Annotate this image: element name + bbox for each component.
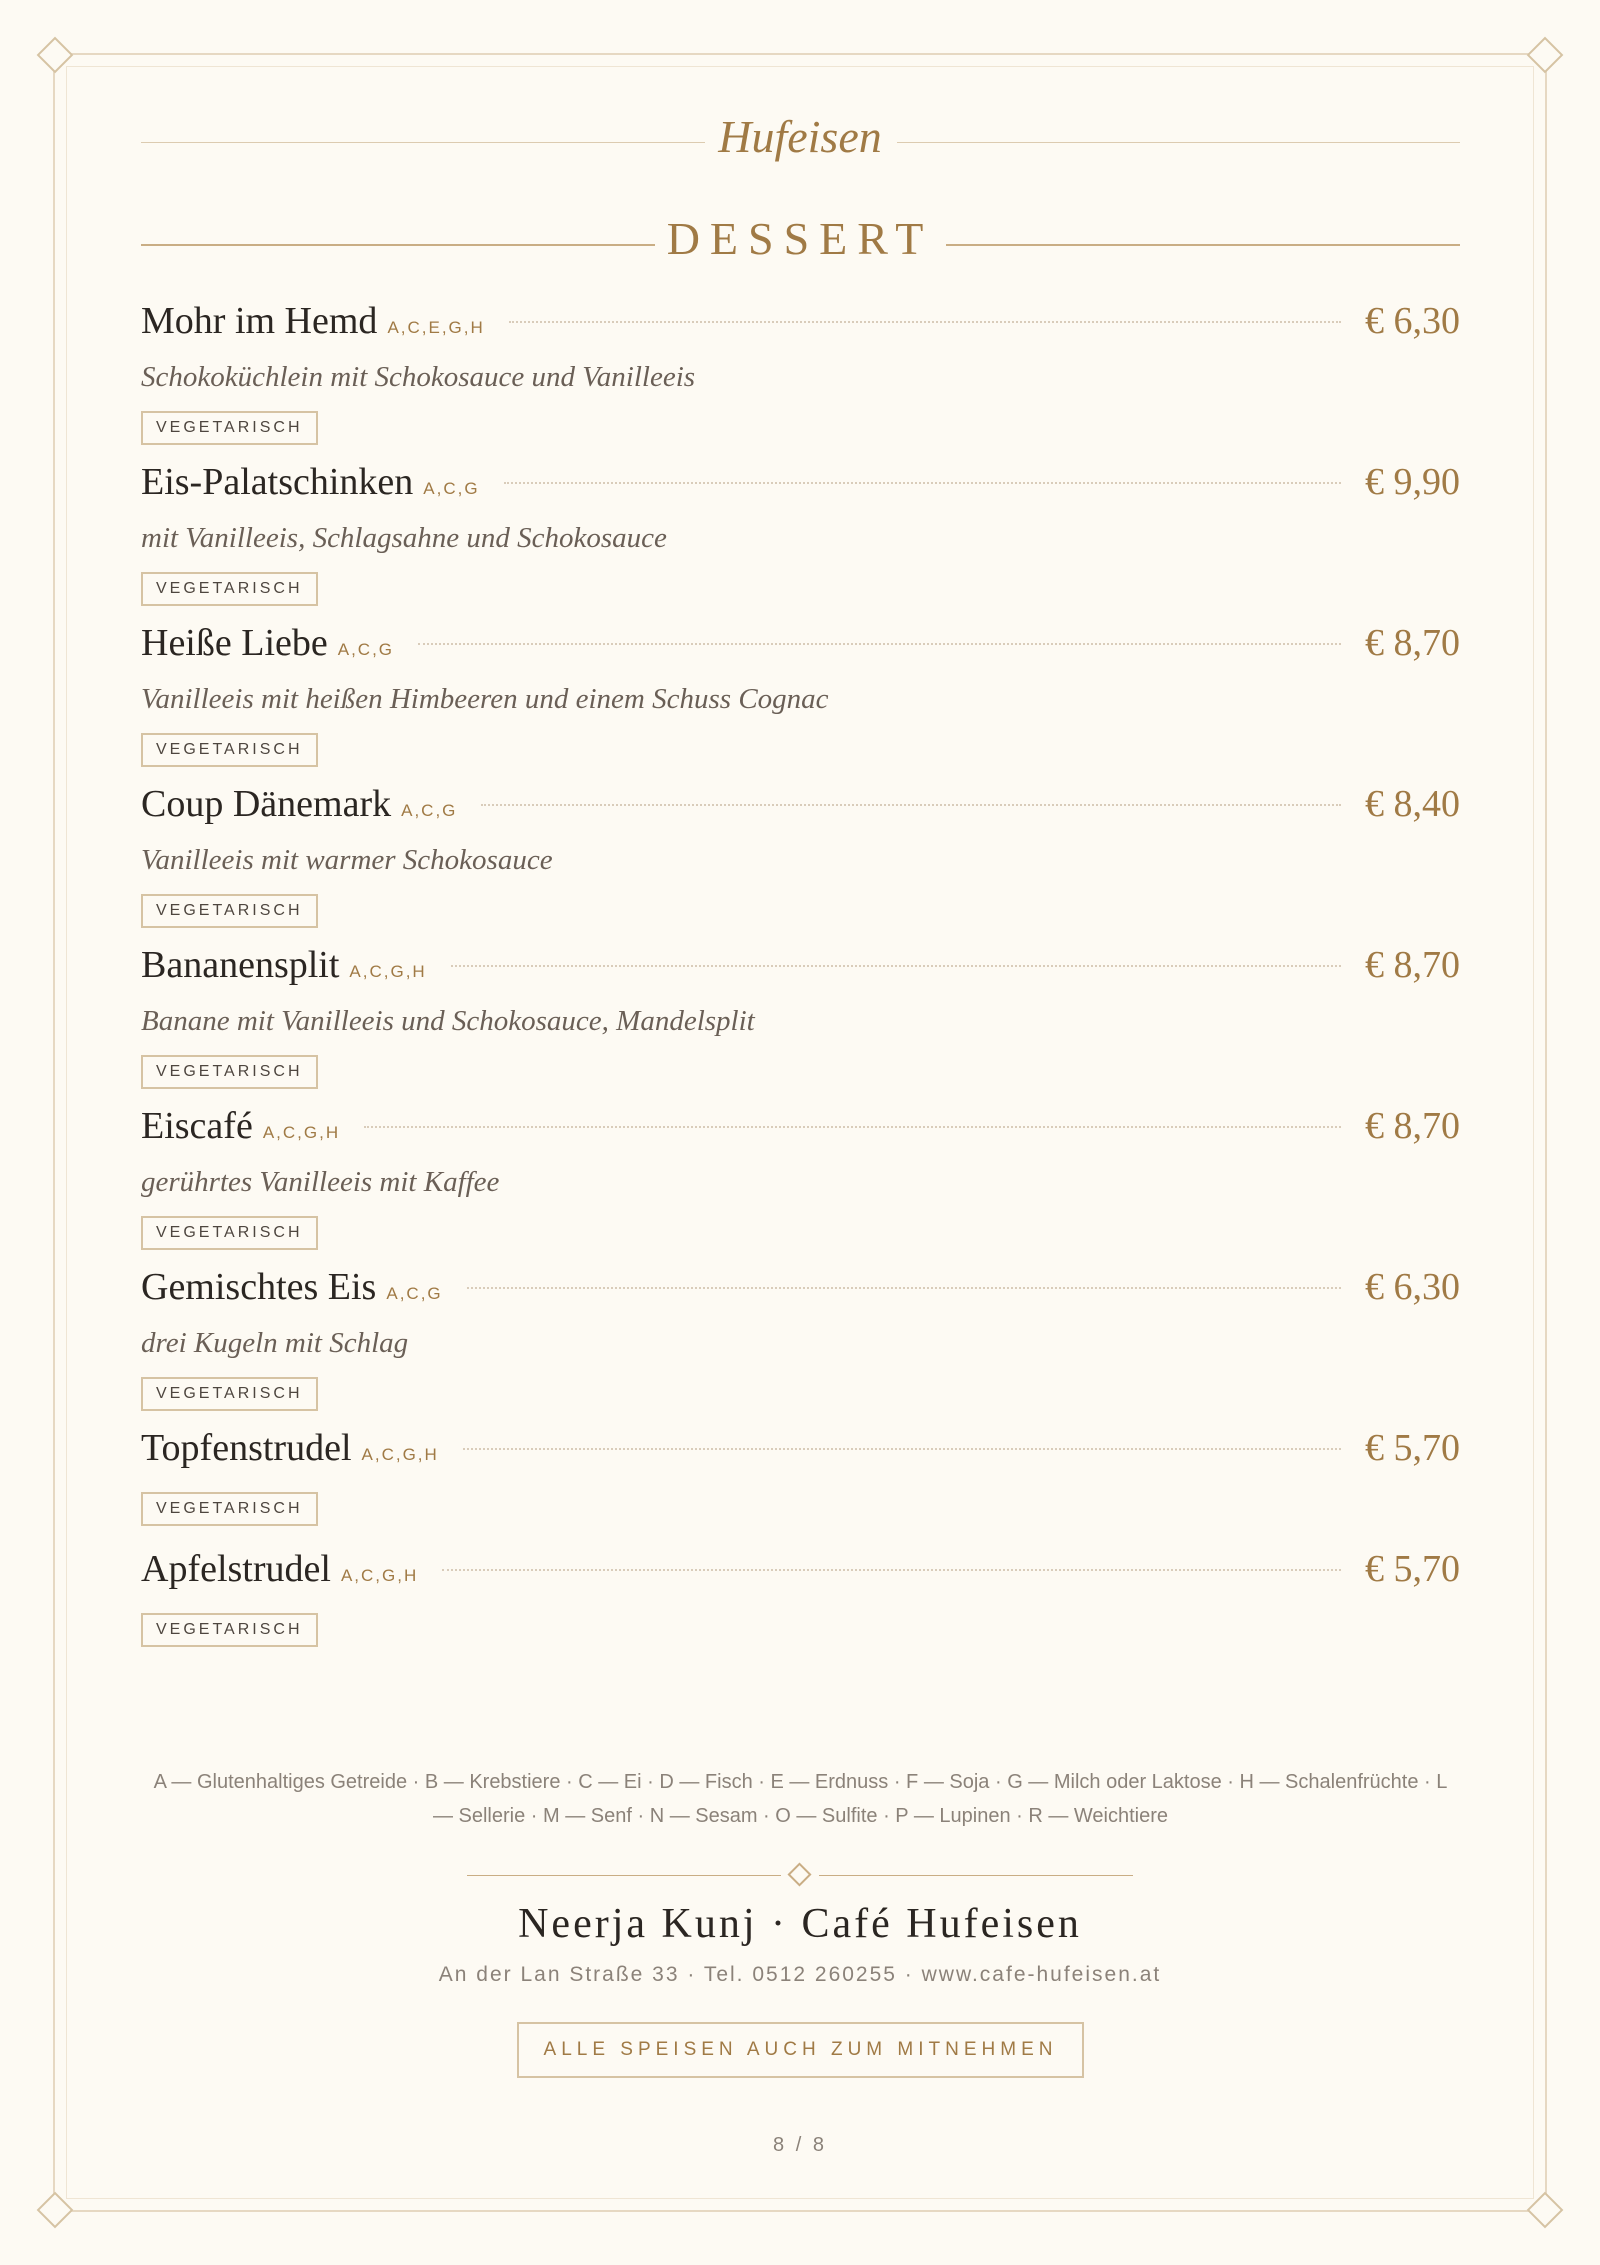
menu-item [141, 1265, 1460, 1411]
item-price: € 5,70 [1365, 1427, 1460, 1469]
item-description: Banane mit Vanilleeis und Schokosauce, Mandelsplit [141, 1005, 755, 1037]
vegetarian-badge: VEGETARISCH [141, 411, 318, 445]
item-header [141, 782, 1460, 838]
item-allergens: A,C,G [423, 479, 480, 498]
dot-leader [467, 1287, 1341, 1289]
item-allergens: A,C,G,H [340, 1566, 419, 1585]
item-name: Mohr im Hemd [141, 300, 378, 342]
vegetarian-badge: VEGETARISCH [141, 1492, 318, 1526]
dot-leader [481, 804, 1341, 806]
item-description: drei Kugeln mit Schlag [141, 1327, 409, 1359]
vegetarian-badge: VEGETARISCH [141, 1377, 318, 1411]
allergen-legend-line: A — Glutenhaltiges Getreide · B — Krebstiere · C — Ei · D — Fisch · E — Erdnuss · F — Soja · G — Milch oder Laktose · H — Schalenfrüchte · L [153, 1771, 1448, 1793]
item-name: Gemischtes Eis [141, 1266, 377, 1308]
takeaway-badge: ALLE SPEISEN AUCH ZUM MITNEHMEN [517, 2022, 1084, 2078]
vegetarian-badge: VEGETARISCH [141, 733, 318, 767]
item-header [141, 1104, 1460, 1160]
vegetarian-badge: VEGETARISCH [141, 1216, 318, 1250]
item-price: € 9,90 [1365, 461, 1460, 503]
dot-leader [463, 1448, 1341, 1450]
menu-item [141, 299, 1460, 445]
item-description: gerührtes Vanilleeis mit Kaffee [141, 1166, 500, 1198]
item-price: € 8,70 [1365, 1105, 1460, 1147]
vegetarian-badge: VEGETARISCH [141, 572, 318, 606]
item-header [141, 943, 1460, 999]
item-name: Heiße Liebe [141, 622, 328, 664]
footer-rule-left [467, 1875, 781, 1876]
menu-item [141, 460, 1460, 606]
menu-item [141, 1426, 1460, 1526]
item-allergens: A,C,G,H [361, 1445, 439, 1464]
item-name: Eiscafé [141, 1105, 253, 1147]
item-allergens: A,C,G [337, 640, 395, 659]
allergen-legend [141, 1765, 1460, 1833]
brand-rule-right [897, 142, 1460, 143]
item-header [141, 1547, 1460, 1603]
item-description: Vanilleeis mit heißen Himbeeren und einem Schuss Cognac [141, 683, 829, 715]
footer-rule-right [819, 1875, 1133, 1876]
item-header [141, 1265, 1460, 1321]
item-description: Vanilleeis mit warmer Schokosauce [141, 844, 553, 876]
menu-item [141, 621, 1460, 767]
section-title: DESSERT [666, 213, 934, 264]
item-header [141, 460, 1460, 516]
dot-leader [451, 965, 1341, 967]
item-allergens: A,C,G,H [262, 1123, 341, 1142]
item-allergens: A,C,G [386, 1284, 443, 1303]
vegetarian-badge: VEGETARISCH [141, 894, 318, 928]
vegetarian-badge: VEGETARISCH [141, 1613, 318, 1647]
footer-contact: An der Lan Straße 33 · Tel. 0512 260255 · www.cafe-hufeisen.at [438, 1963, 1162, 1986]
footer-business-name: Neerja Kunj · Café Hufeisen [518, 1901, 1082, 1947]
item-description: Schokoküchlein mit Schokosauce und Vanilleeis [141, 361, 696, 393]
item-price: € 6,30 [1365, 1266, 1460, 1308]
section-rule-right [946, 244, 1460, 246]
brand-title: Hufeisen [718, 111, 882, 162]
item-price: € 8,70 [1365, 944, 1460, 986]
menu-item [141, 782, 1460, 928]
item-name: Eis-Palatschinken [141, 461, 414, 503]
dot-leader [509, 321, 1341, 323]
item-description: mit Vanilleeis, Schlagsahne und Schokosauce [141, 522, 667, 554]
item-allergens: A,C,E,G,H [387, 318, 485, 337]
item-name: Bananensplit [141, 944, 340, 986]
item-name: Coup Dänemark [141, 783, 392, 825]
page-number: 8 / 8 [773, 2134, 827, 2156]
allergen-legend-line: — Sellerie · M — Senf · N — Sesam · O — Sulfite · P — Lupinen · R — Weichtiere [432, 1805, 1169, 1827]
menu-item [141, 943, 1460, 1089]
item-header [141, 299, 1460, 355]
item-price: € 5,70 [1365, 1548, 1460, 1590]
item-allergens: A,C,G,H [349, 962, 427, 981]
menu-item [141, 1104, 1460, 1250]
dot-leader [442, 1569, 1341, 1571]
item-allergens: A,C,G [401, 801, 458, 820]
item-name: Apfelstrudel [141, 1548, 331, 1590]
dot-leader [364, 1126, 1341, 1128]
item-price: € 8,40 [1365, 783, 1460, 825]
item-header [141, 621, 1460, 677]
vegetarian-badge: VEGETARISCH [141, 1055, 318, 1089]
item-header [141, 1426, 1460, 1482]
item-price: € 6,30 [1365, 300, 1460, 342]
dot-leader [504, 482, 1341, 484]
menu-item [141, 1547, 1460, 1647]
item-price: € 8,70 [1365, 622, 1460, 664]
item-name: Topfenstrudel [141, 1427, 352, 1469]
dot-leader [418, 643, 1341, 645]
